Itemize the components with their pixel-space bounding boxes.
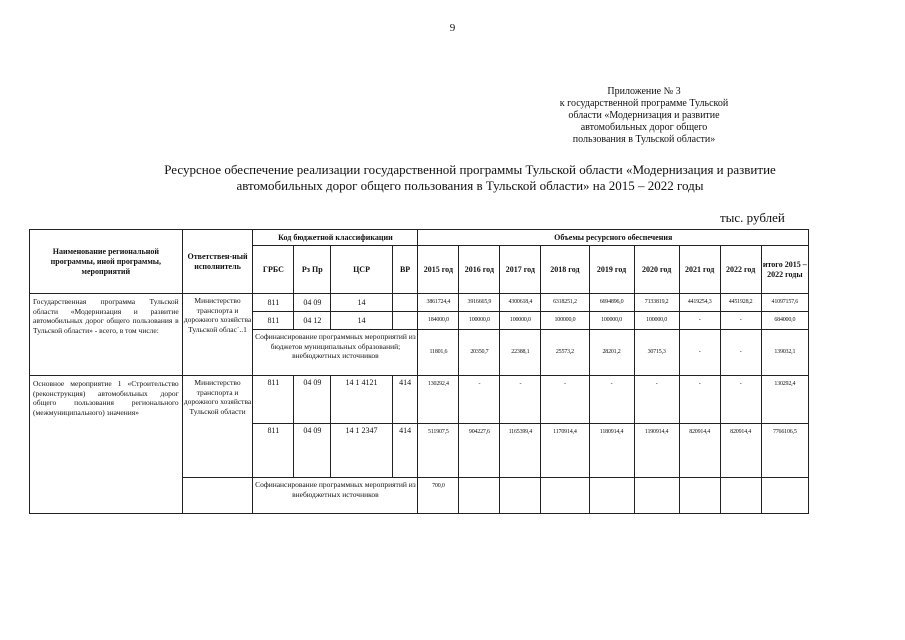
vr-cell: 414: [392, 376, 418, 424]
header-year: 2020 год: [634, 246, 679, 294]
value-cell: 3861724,4: [418, 294, 459, 312]
value-cell: 6318251,2: [541, 294, 589, 312]
header-csr: ЦСР: [331, 246, 392, 294]
header-year: 2021 год: [679, 246, 720, 294]
header-budget-code: Код бюджетной классификации: [253, 230, 418, 246]
value-cell: -: [459, 376, 500, 424]
total-cell: 41097157,6: [761, 294, 808, 312]
header-year: 2018 год: [541, 246, 589, 294]
value-cell: 3916665,9: [459, 294, 500, 312]
value-cell: 100000,0: [459, 312, 500, 330]
header-year: 2016 год: [459, 246, 500, 294]
value-cell: 100000,0: [634, 312, 679, 330]
units-label: тыс. рублей: [720, 210, 785, 225]
value-cell: 11801,6: [418, 330, 459, 376]
value-cell: [634, 478, 679, 514]
value-cell: 130292,4: [418, 376, 459, 424]
value-cell: 4451928,2: [720, 294, 761, 312]
value-cell: [459, 478, 500, 514]
vr-cell: 414: [392, 424, 418, 478]
cofinancing-label: Софинансирование программных мероприятий из бюджетов муниципальных образований; внебюджетных источников: [253, 330, 418, 376]
header-year: 2019 год: [589, 246, 634, 294]
value-cell: [589, 478, 634, 514]
value-cell: 1170914,4: [541, 424, 589, 478]
value-cell: 820914,4: [679, 424, 720, 478]
value-cell: -: [541, 376, 589, 424]
grbs-cell: 811: [253, 424, 294, 478]
appendix-line: пользования в Тульской области»: [572, 134, 716, 145]
program-name: Государственная программа Тульской области «Модернизация и развитие автомобильных дорог общего пользования в Тульской области» - всего, в том числе:: [30, 294, 183, 376]
grbs-cell: 811: [253, 294, 294, 312]
rzpr-cell: 04 12: [294, 312, 331, 330]
header-name: Наименование региональной программы, иной программы, мероприятий: [30, 230, 183, 294]
value-cell: 1190914,4: [634, 424, 679, 478]
value-cell: 7133819,2: [634, 294, 679, 312]
csr-cell: 14 1 4121: [331, 376, 392, 424]
executor-empty-cell: [182, 478, 253, 514]
value-cell: 1165399,4: [500, 424, 541, 478]
total-cell: 139032,1: [761, 330, 808, 376]
rzpr-cell: 04 09: [294, 424, 331, 478]
csr-cell: 14: [331, 312, 392, 330]
resource-table: [29, 229, 809, 514]
value-cell: -: [634, 376, 679, 424]
measure-executor: Министерство транспорта и дорожного хозяйства Тульской области: [182, 376, 253, 478]
vr-cell: [392, 312, 418, 330]
csr-cell: 14: [331, 294, 392, 312]
value-cell: 20350,7: [459, 330, 500, 376]
cofinancing-label: Софинансирование программных мероприятий из внебюджетных источников: [253, 478, 418, 514]
value-cell: 28201,2: [589, 330, 634, 376]
value-cell: [500, 478, 541, 514]
value-cell: [541, 478, 589, 514]
grbs-cell: 811: [253, 376, 294, 424]
appendix-line: к государственной программе Тульской: [559, 98, 729, 109]
total-cell: 684000,0: [761, 312, 808, 330]
csr-cell: 14 1 2347: [331, 424, 392, 478]
title-line: автомобильных дорог общего пользования в Тульской области» на 2015 – 2022 годы: [236, 178, 704, 193]
header-grbs: ГРБС: [253, 246, 294, 294]
value-cell: -: [500, 376, 541, 424]
value-cell: 820914,4: [720, 424, 761, 478]
rzpr-cell: 04 09: [294, 376, 331, 424]
appendix-line: Приложение № 3: [607, 86, 681, 97]
value-cell: [720, 478, 761, 514]
header-year: 2017 год: [500, 246, 541, 294]
total-cell: 7766106,5: [761, 424, 808, 478]
appendix-line: автомобильных дорог общего: [580, 122, 708, 133]
page-number: 9: [449, 22, 456, 34]
header-volumes: Объемы ресурсного обеспечения: [418, 230, 809, 246]
total-cell: [761, 478, 808, 514]
value-cell: 904227,6: [459, 424, 500, 478]
header-total: итого 2015 – 2022 годы: [761, 246, 808, 294]
appendix-caption: [520, 86, 768, 146]
vr-cell: [392, 294, 418, 312]
header-executor: Ответствен-ный исполнитель: [182, 230, 253, 294]
value-cell: 4300618,4: [500, 294, 541, 312]
appendix-line: области «Модернизация и развитие: [568, 110, 720, 121]
header-year: 2015 год: [418, 246, 459, 294]
value-cell: 511907,5: [418, 424, 459, 478]
header-vr: ВР: [392, 246, 418, 294]
value-cell: -: [589, 376, 634, 424]
measure-name: Основное мероприятие 1 «Строительство (реконструкция) автомобильных дорог общего пользования регионального (межмуниципального) значения»: [30, 376, 183, 514]
value-cell: 1180914,4: [589, 424, 634, 478]
program-executor: Министерство транспорта и дорожного хозяйства Тульской облас`..1: [182, 294, 253, 376]
value-cell: -: [679, 376, 720, 424]
value-cell: 100000,0: [589, 312, 634, 330]
value-cell: 6694896,0: [589, 294, 634, 312]
header-rzpr: Рз Пр: [294, 246, 331, 294]
value-cell: 30715,3: [634, 330, 679, 376]
total-cell: 130292,4: [761, 376, 808, 424]
title-line: Ресурсное обеспечение реализации государственной программы Тульской области «Модернизация и развитие: [164, 162, 776, 177]
value-cell: 700,0: [418, 478, 459, 514]
value-cell: 100000,0: [541, 312, 589, 330]
document-title: [90, 162, 850, 194]
value-cell: 22388,1: [500, 330, 541, 376]
value-cell: -: [679, 312, 720, 330]
value-cell: -: [720, 376, 761, 424]
value-cell: [679, 478, 720, 514]
value-cell: -: [720, 330, 761, 376]
rzpr-cell: 04 09: [294, 294, 331, 312]
grbs-cell: 811: [253, 312, 294, 330]
value-cell: 100000,0: [500, 312, 541, 330]
value-cell: -: [720, 312, 761, 330]
value-cell: -: [679, 330, 720, 376]
value-cell: 25573,2: [541, 330, 589, 376]
value-cell: 184000,0: [418, 312, 459, 330]
header-year: 2022 год: [720, 246, 761, 294]
value-cell: 4419254,3: [679, 294, 720, 312]
